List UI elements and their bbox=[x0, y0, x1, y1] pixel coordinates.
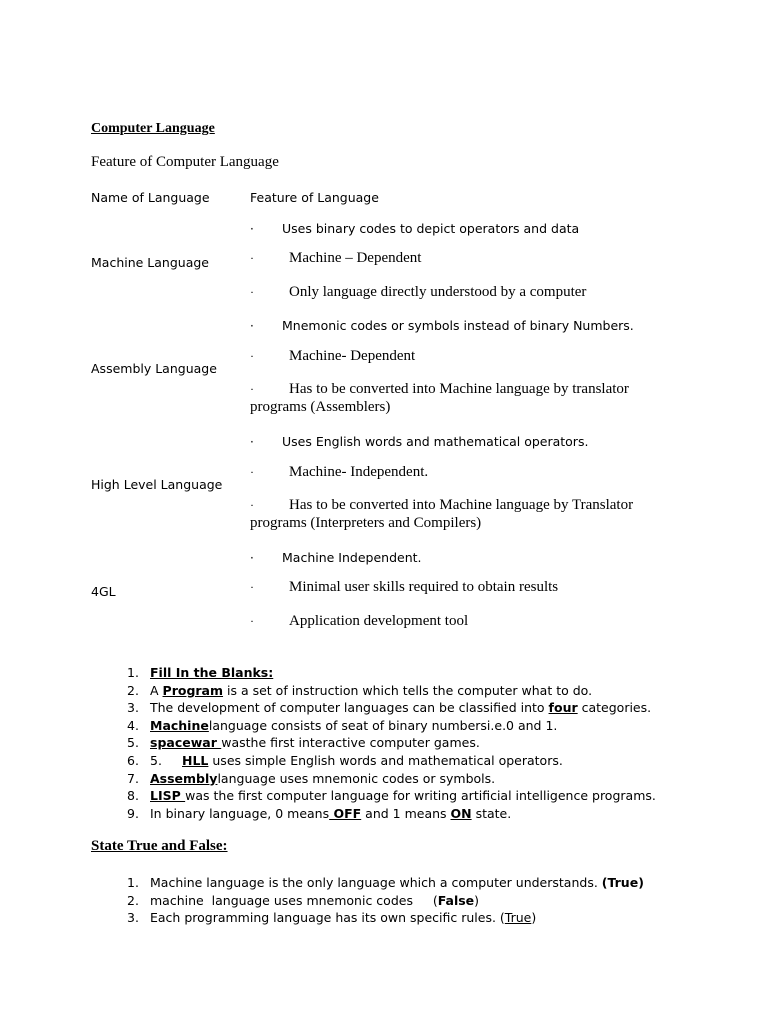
text: Each programming language has its own specific rules. ( bbox=[150, 910, 505, 926]
bullet-icon: · bbox=[250, 498, 254, 512]
feature-item bbox=[250, 249, 670, 267]
list-number: 6. bbox=[127, 752, 139, 768]
text: is a set of instruction which tells the computer what to do. bbox=[223, 682, 593, 698]
language-name-4gl: 4GL bbox=[91, 584, 116, 599]
feature-text: Application development tool bbox=[289, 613, 469, 629]
feature-item bbox=[250, 318, 670, 333]
bullet-icon: · bbox=[250, 285, 254, 299]
feature-text: Minimal user skills required to obtain results bbox=[289, 579, 559, 595]
text: machine language uses mnemonic codes ( bbox=[150, 892, 438, 908]
feature-item bbox=[250, 347, 670, 365]
list-number: 4. bbox=[127, 717, 139, 733]
text: The development of computer languages can be classified into bbox=[150, 700, 549, 716]
document-title: Computer Language bbox=[91, 121, 215, 136]
text: Machine language is the only language which a computer understands. bbox=[150, 875, 602, 890]
bullet-icon: · bbox=[250, 551, 254, 565]
feature-item bbox=[250, 463, 670, 481]
feature-item bbox=[250, 578, 670, 596]
column-header-feature: Feature of Language bbox=[250, 190, 379, 205]
feature-text: Uses binary codes to depict operators and data bbox=[282, 221, 580, 236]
bullet-icon: · bbox=[250, 319, 254, 333]
answer: HLL bbox=[182, 752, 209, 768]
list-item bbox=[127, 717, 656, 735]
list-item bbox=[127, 664, 656, 682]
text: state. bbox=[471, 805, 512, 821]
inner-number: 5. bbox=[150, 752, 162, 768]
true-false-heading: State True and False: bbox=[91, 838, 228, 854]
bullet-icon: · bbox=[250, 614, 254, 628]
list-item bbox=[127, 682, 656, 700]
list-number: 3. bbox=[127, 700, 139, 716]
list-number: 7. bbox=[127, 770, 139, 786]
feature-text: Has to be converted into Machine language by translator bbox=[289, 381, 629, 397]
feature-item bbox=[250, 380, 670, 416]
bullet-icon: · bbox=[250, 580, 254, 594]
bullet-icon: · bbox=[250, 251, 254, 265]
language-name-machine: Machine Language bbox=[91, 255, 209, 270]
answer: spacewar bbox=[150, 735, 222, 751]
list-item bbox=[127, 734, 656, 752]
feature-text: Machine- Independent. bbox=[289, 464, 429, 480]
column-header-name: Name of Language bbox=[91, 190, 210, 205]
text: uses simple English words and mathematical operators. bbox=[208, 752, 563, 768]
answer: True bbox=[504, 910, 532, 926]
feature-item bbox=[250, 550, 670, 565]
feature-text: Machine – Dependent bbox=[289, 250, 422, 266]
text: wasthe first interactive computer games. bbox=[221, 735, 480, 751]
answer: LISP bbox=[150, 788, 186, 804]
answer: Machine bbox=[150, 717, 209, 733]
document-subtitle: Feature of Computer Language bbox=[91, 154, 279, 170]
feature-text: Uses English words and mathematical operators. bbox=[282, 434, 589, 449]
bullet-icon: · bbox=[250, 465, 254, 479]
list-number: 2. bbox=[127, 892, 139, 908]
answer: four bbox=[548, 700, 578, 716]
feature-item bbox=[250, 283, 670, 301]
text: ) bbox=[531, 910, 537, 926]
feature-text: Machine- Dependent bbox=[289, 348, 416, 364]
bullet-icon: · bbox=[250, 435, 254, 449]
text: ) bbox=[474, 892, 480, 908]
list-item bbox=[127, 805, 656, 823]
feature-text-continued: programs (Interpreters and Compilers) bbox=[250, 515, 482, 531]
list-number: 9. bbox=[127, 805, 139, 821]
bullet-icon: · bbox=[250, 349, 254, 363]
bullet-icon: · bbox=[250, 222, 254, 236]
list-item bbox=[127, 892, 644, 910]
text: In binary language, 0 means bbox=[150, 805, 330, 821]
answer: False bbox=[437, 892, 475, 908]
text: language consists of seat of binary numbersi.e.0 and 1. bbox=[208, 717, 558, 733]
answer: OFF bbox=[329, 805, 362, 821]
feature-text: Mnemonic codes or symbols instead of binary Numbers. bbox=[282, 318, 634, 333]
feature-text: Only language directly understood by a computer bbox=[289, 284, 587, 300]
list-item bbox=[127, 909, 644, 927]
bullet-icon: · bbox=[250, 382, 254, 396]
feature-item bbox=[250, 221, 670, 236]
fill-blanks-heading: Fill In the Blanks: bbox=[150, 665, 274, 680]
list-number: 1. bbox=[127, 665, 139, 680]
language-name-assembly: Assembly Language bbox=[91, 361, 217, 376]
true-false-list bbox=[127, 874, 644, 927]
list-item bbox=[127, 874, 644, 892]
answer: ON bbox=[450, 805, 472, 821]
list-item bbox=[127, 770, 656, 788]
feature-item bbox=[250, 612, 670, 630]
list-number: 3. bbox=[127, 910, 139, 926]
feature-text: Has to be converted into Machine language by Translator bbox=[289, 497, 634, 513]
list-number: 1. bbox=[127, 875, 139, 890]
text: was the first computer language for writing artificial intelligence programs. bbox=[185, 788, 656, 804]
answer: Assembly bbox=[150, 770, 218, 786]
text: categories. bbox=[577, 700, 652, 716]
feature-item bbox=[250, 496, 670, 532]
text: A bbox=[150, 682, 163, 698]
language-name-high-level: High Level Language bbox=[91, 477, 223, 492]
list-number: 8. bbox=[127, 788, 139, 804]
fill-blanks-list bbox=[127, 664, 656, 822]
list-number: 5. bbox=[127, 735, 139, 751]
list-item bbox=[127, 699, 656, 717]
list-item bbox=[127, 752, 656, 770]
answer: (True) bbox=[601, 875, 644, 890]
list-number: 2. bbox=[127, 682, 139, 698]
list-item bbox=[127, 787, 656, 805]
text: language uses mnemonic codes or symbols. bbox=[217, 770, 496, 786]
text: and 1 means bbox=[361, 805, 451, 821]
feature-item bbox=[250, 434, 670, 449]
feature-text-continued: programs (Assemblers) bbox=[250, 399, 391, 415]
feature-text: Machine Independent. bbox=[282, 550, 422, 565]
answer: Program bbox=[162, 682, 224, 698]
